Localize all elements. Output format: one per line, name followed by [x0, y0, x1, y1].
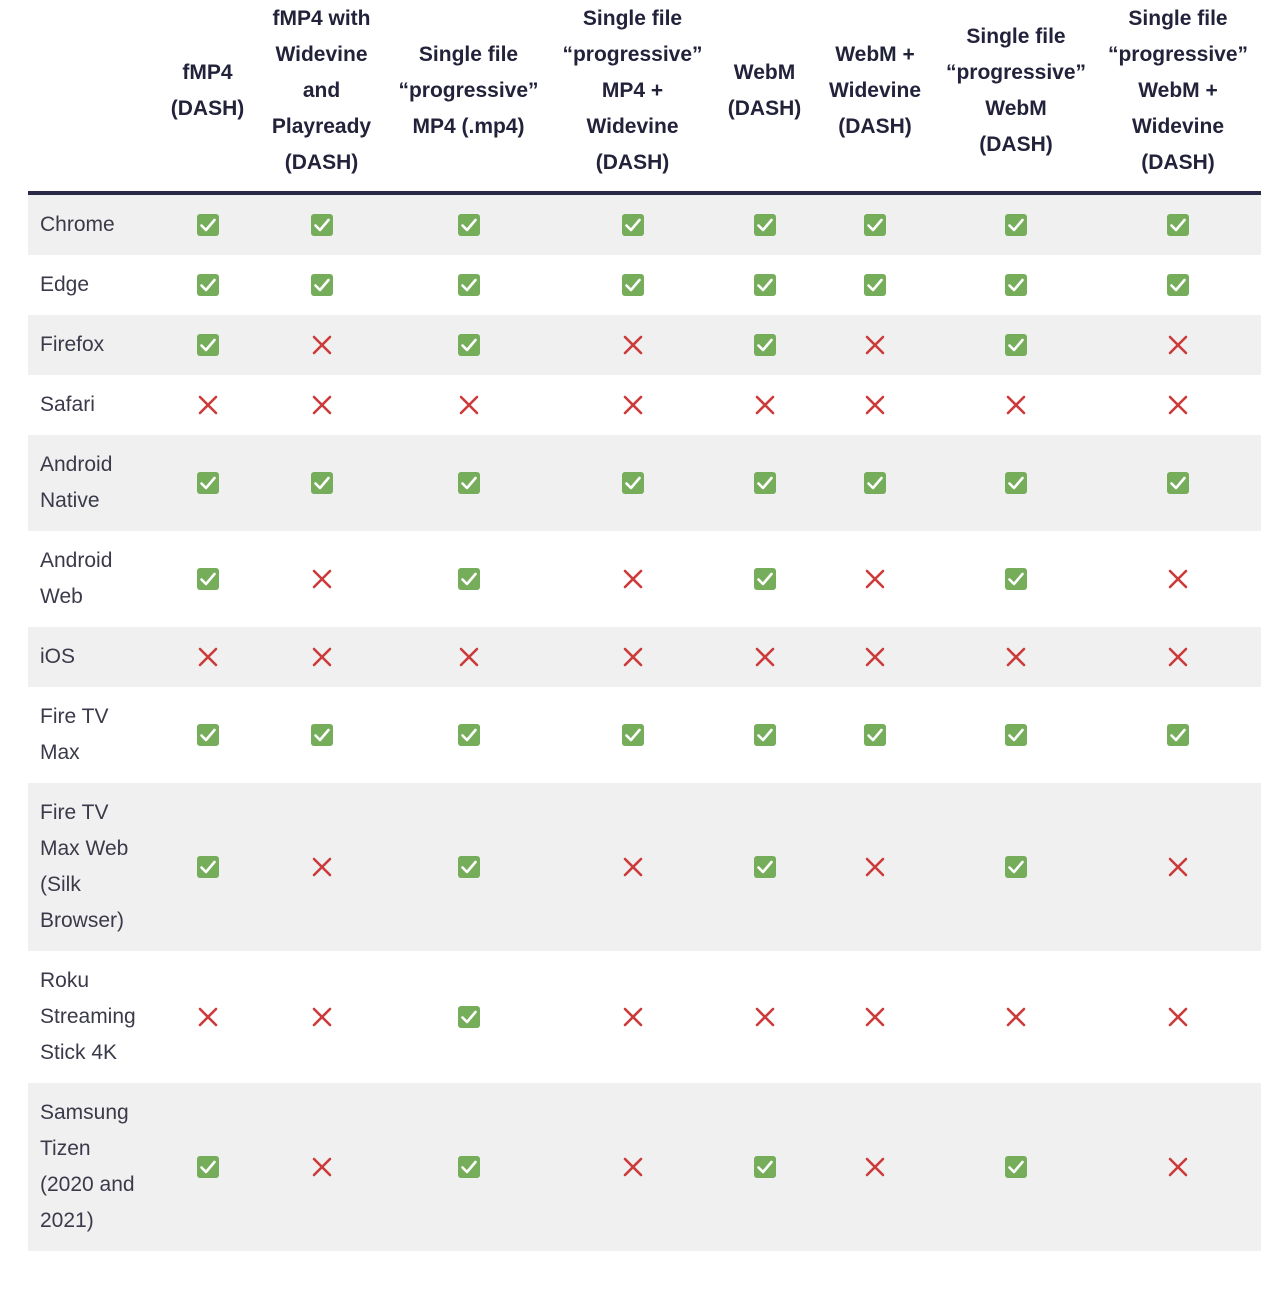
support-cell	[160, 783, 255, 951]
cross-icon	[197, 394, 219, 416]
column-header-label: Single file “progressive” WebM (DASH)	[945, 24, 1087, 156]
check-icon	[1005, 724, 1027, 746]
support-cell	[716, 255, 813, 315]
cross-icon	[1167, 334, 1189, 356]
cross-icon	[864, 1006, 886, 1028]
check-icon	[197, 334, 219, 356]
support-cell	[1095, 255, 1261, 315]
check-icon	[1005, 334, 1027, 356]
check-icon	[458, 1156, 480, 1178]
cross-icon	[864, 394, 886, 416]
check-icon	[864, 274, 886, 296]
table-row	[28, 627, 1261, 687]
check-icon	[1005, 274, 1027, 296]
column-header-label: WebM + Widevine (DASH)	[829, 42, 921, 138]
column-header-label: fMP4 (DASH)	[170, 60, 245, 120]
check-icon	[622, 274, 644, 296]
platform-name: Android Native	[40, 453, 113, 512]
check-icon	[458, 334, 480, 356]
support-cell	[388, 687, 549, 783]
cross-icon	[458, 646, 480, 668]
column-header-progressive-webm	[937, 0, 1095, 193]
check-icon	[754, 274, 776, 296]
support-cell	[388, 1083, 549, 1251]
check-icon	[622, 214, 644, 236]
cross-icon	[864, 646, 886, 668]
support-cell	[255, 315, 388, 375]
support-cell	[549, 951, 716, 1083]
support-cell	[1095, 375, 1261, 435]
support-cell	[937, 783, 1095, 951]
support-cell	[549, 627, 716, 687]
platform-name: Fire TV Max	[40, 705, 109, 764]
check-icon	[864, 214, 886, 236]
support-cell	[937, 255, 1095, 315]
cross-icon	[864, 568, 886, 590]
platform-cell	[28, 435, 160, 531]
support-cell	[255, 627, 388, 687]
column-header-label: Single file “progressive” MP4 + Widevine (DASH)	[562, 6, 703, 174]
platform-name: Safari	[40, 393, 95, 416]
support-cell	[1095, 783, 1261, 951]
cross-icon	[864, 856, 886, 878]
support-cell	[388, 783, 549, 951]
check-icon	[864, 472, 886, 494]
platform-cell	[28, 375, 160, 435]
platform-name: Edge	[40, 273, 90, 296]
table-row	[28, 531, 1261, 627]
cross-icon	[754, 394, 776, 416]
cross-icon	[1167, 1006, 1189, 1028]
support-cell	[716, 1083, 813, 1251]
table-row	[28, 193, 1261, 255]
support-cell	[937, 315, 1095, 375]
support-cell	[388, 435, 549, 531]
support-cell	[716, 783, 813, 951]
platform-cell	[28, 193, 160, 255]
column-header-progressive-mp4-widevine	[549, 0, 716, 193]
support-cell	[937, 1083, 1095, 1251]
check-icon	[1167, 274, 1189, 296]
table-row	[28, 435, 1261, 531]
cross-icon	[311, 1156, 333, 1178]
column-header-label: WebM (DASH)	[727, 60, 802, 120]
support-cell	[255, 193, 388, 255]
support-cell	[813, 315, 937, 375]
cross-icon	[864, 1156, 886, 1178]
support-cell	[813, 375, 937, 435]
support-cell	[716, 375, 813, 435]
support-cell	[160, 315, 255, 375]
check-icon	[754, 724, 776, 746]
support-cell	[160, 951, 255, 1083]
column-header-fmp4-widevine-playready	[255, 0, 388, 193]
check-icon	[754, 856, 776, 878]
cross-icon	[754, 1006, 776, 1028]
support-cell	[549, 315, 716, 375]
platform-cell	[28, 1083, 160, 1251]
support-cell	[549, 1083, 716, 1251]
cross-icon	[864, 334, 886, 356]
cross-icon	[1005, 394, 1027, 416]
table-row	[28, 255, 1261, 315]
check-icon	[458, 214, 480, 236]
support-cell	[160, 255, 255, 315]
check-icon	[311, 472, 333, 494]
cross-icon	[622, 646, 644, 668]
support-cell	[255, 783, 388, 951]
cross-icon	[1167, 646, 1189, 668]
cross-icon	[311, 1006, 333, 1028]
cross-icon	[311, 568, 333, 590]
cross-icon	[622, 568, 644, 590]
check-icon	[864, 724, 886, 746]
cross-icon	[622, 856, 644, 878]
platform-cell	[28, 627, 160, 687]
support-cell	[716, 687, 813, 783]
support-cell	[716, 531, 813, 627]
check-icon	[754, 1156, 776, 1178]
check-icon	[754, 214, 776, 236]
check-icon	[197, 568, 219, 590]
platform-name: iOS	[40, 645, 76, 668]
support-cell	[813, 435, 937, 531]
support-cell	[1095, 315, 1261, 375]
check-icon	[1005, 472, 1027, 494]
platform-cell	[28, 783, 160, 951]
support-cell	[813, 193, 937, 255]
platform-name: Roku Streaming Stick 4K	[40, 969, 136, 1064]
compatibility-table	[28, 0, 1261, 1251]
platform-cell	[28, 255, 160, 315]
support-cell	[255, 375, 388, 435]
support-cell	[255, 687, 388, 783]
support-cell	[255, 531, 388, 627]
support-cell	[388, 627, 549, 687]
support-cell	[716, 951, 813, 1083]
check-icon	[458, 856, 480, 878]
support-cell	[160, 193, 255, 255]
cross-icon	[622, 394, 644, 416]
column-header-fmp4-dash	[160, 0, 255, 193]
check-icon	[197, 856, 219, 878]
check-icon	[622, 472, 644, 494]
support-cell	[255, 951, 388, 1083]
support-cell	[549, 687, 716, 783]
check-icon	[1005, 856, 1027, 878]
support-cell	[813, 627, 937, 687]
compatibility-table-container	[28, 0, 1261, 1251]
check-icon	[754, 472, 776, 494]
support-cell	[937, 435, 1095, 531]
table-row	[28, 783, 1261, 951]
support-cell	[549, 531, 716, 627]
support-cell	[813, 687, 937, 783]
column-header-label: fMP4 with Widevine and Playready (DASH)	[271, 6, 372, 174]
support-cell	[937, 375, 1095, 435]
support-cell	[549, 435, 716, 531]
platform-name: Firefox	[40, 333, 105, 356]
header-row	[28, 0, 1261, 193]
check-icon	[1167, 214, 1189, 236]
cross-icon	[1167, 568, 1189, 590]
support-cell	[160, 1083, 255, 1251]
support-cell	[1095, 435, 1261, 531]
cross-icon	[1005, 646, 1027, 668]
support-cell	[160, 435, 255, 531]
check-icon	[754, 568, 776, 590]
table-body	[28, 193, 1261, 1251]
platform-name: Chrome	[40, 213, 115, 236]
check-icon	[622, 724, 644, 746]
check-icon	[1005, 568, 1027, 590]
support-cell	[813, 255, 937, 315]
platform-cell	[28, 951, 160, 1083]
cross-icon	[1167, 1156, 1189, 1178]
support-cell	[255, 1083, 388, 1251]
support-cell	[716, 315, 813, 375]
support-cell	[388, 531, 549, 627]
support-cell	[1095, 531, 1261, 627]
support-cell	[937, 627, 1095, 687]
check-icon	[197, 472, 219, 494]
platform-name: Android Web	[40, 549, 113, 608]
support-cell	[813, 1083, 937, 1251]
column-header-progressive-mp4	[388, 0, 549, 193]
support-cell	[937, 193, 1095, 255]
platform-name: Samsung Tizen (2020 and 2021)	[40, 1101, 135, 1232]
support-cell	[160, 531, 255, 627]
support-cell	[813, 951, 937, 1083]
check-icon	[458, 472, 480, 494]
support-cell	[1095, 687, 1261, 783]
check-icon	[458, 568, 480, 590]
support-cell	[549, 255, 716, 315]
cross-icon	[311, 646, 333, 668]
check-icon	[311, 214, 333, 236]
support-cell	[549, 375, 716, 435]
cross-icon	[1167, 394, 1189, 416]
cross-icon	[754, 646, 776, 668]
column-header-webm-widevine	[813, 0, 937, 193]
check-icon	[311, 724, 333, 746]
cross-icon	[622, 334, 644, 356]
table-row	[28, 375, 1261, 435]
support-cell	[937, 531, 1095, 627]
check-icon	[1005, 214, 1027, 236]
check-icon	[458, 274, 480, 296]
support-cell	[716, 435, 813, 531]
support-cell	[388, 193, 549, 255]
cross-icon	[311, 856, 333, 878]
cross-icon	[311, 394, 333, 416]
support-cell	[716, 627, 813, 687]
support-cell	[255, 435, 388, 531]
check-icon	[311, 274, 333, 296]
support-cell	[813, 783, 937, 951]
column-header-label: Single file “progressive” MP4 (.mp4)	[398, 42, 539, 138]
support-cell	[1095, 627, 1261, 687]
support-cell	[937, 951, 1095, 1083]
support-cell	[160, 627, 255, 687]
column-header-progressive-webm-widevine	[1095, 0, 1261, 193]
support-cell	[388, 255, 549, 315]
support-cell	[549, 783, 716, 951]
table-row	[28, 315, 1261, 375]
cross-icon	[311, 334, 333, 356]
cross-icon	[197, 1006, 219, 1028]
cross-icon	[1167, 856, 1189, 878]
support-cell	[549, 193, 716, 255]
platform-cell	[28, 531, 160, 627]
support-cell	[388, 315, 549, 375]
platform-name: Fire TV Max Web (Silk Browser)	[40, 801, 129, 932]
check-icon	[754, 334, 776, 356]
check-icon	[1005, 1156, 1027, 1178]
support-cell	[388, 951, 549, 1083]
support-cell	[1095, 193, 1261, 255]
support-cell	[255, 255, 388, 315]
cross-icon	[1005, 1006, 1027, 1028]
table-row	[28, 951, 1261, 1083]
cross-icon	[622, 1156, 644, 1178]
support-cell	[1095, 951, 1261, 1083]
check-icon	[458, 724, 480, 746]
column-header-webm-dash	[716, 0, 813, 193]
support-cell	[937, 687, 1095, 783]
column-header-label: Single file “progressive” WebM + Widevine (DASH)	[1107, 6, 1249, 174]
table-row	[28, 1083, 1261, 1251]
column-header-platform	[28, 0, 160, 193]
support-cell	[388, 375, 549, 435]
cross-icon	[458, 394, 480, 416]
platform-cell	[28, 315, 160, 375]
check-icon	[458, 1006, 480, 1028]
check-icon	[197, 724, 219, 746]
support-cell	[1095, 1083, 1261, 1251]
table-row	[28, 687, 1261, 783]
support-cell	[160, 687, 255, 783]
check-icon	[197, 274, 219, 296]
platform-cell	[28, 687, 160, 783]
support-cell	[716, 193, 813, 255]
check-icon	[197, 214, 219, 236]
check-icon	[1167, 472, 1189, 494]
check-icon	[197, 1156, 219, 1178]
support-cell	[813, 531, 937, 627]
support-cell	[160, 375, 255, 435]
cross-icon	[197, 646, 219, 668]
cross-icon	[622, 1006, 644, 1028]
check-icon	[1167, 724, 1189, 746]
